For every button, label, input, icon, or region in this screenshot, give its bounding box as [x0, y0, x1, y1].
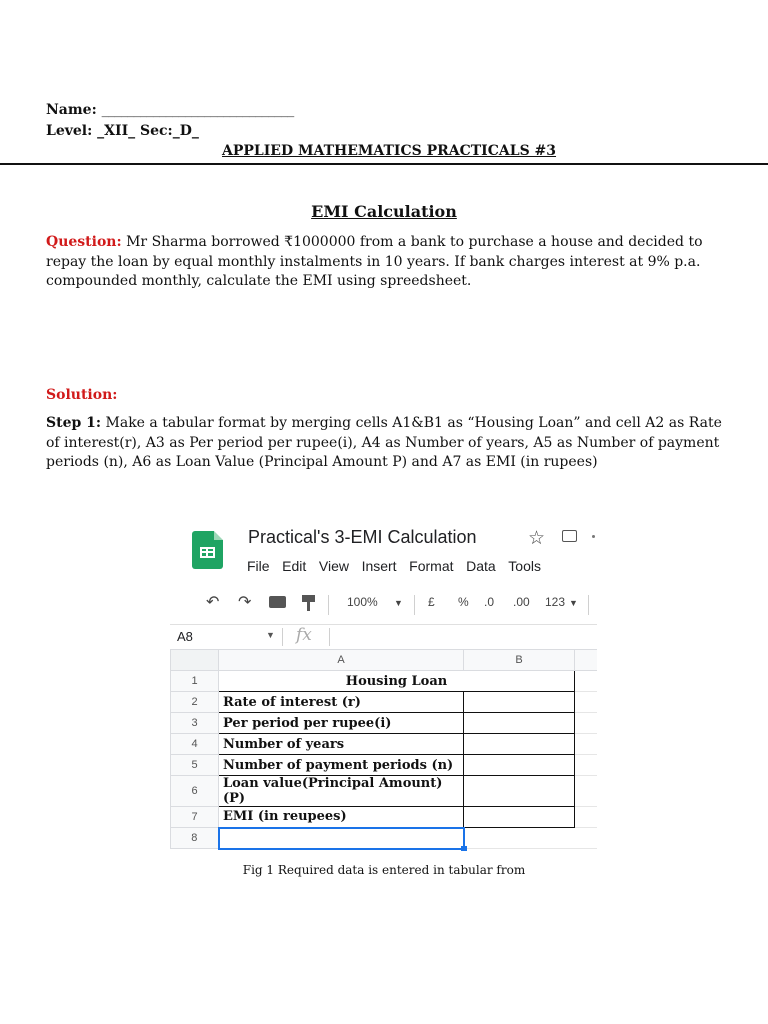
cell-b5[interactable] [464, 755, 575, 776]
solution-label: Solution: [46, 387, 118, 403]
menu-tools[interactable]: Tools [508, 558, 541, 574]
sheets-logo-icon [192, 531, 223, 569]
percent-format-button[interactable]: % [458, 595, 469, 609]
name-label: Name: [46, 102, 97, 118]
step-label: Step 1: [46, 415, 102, 431]
selected-cell-a8[interactable] [219, 828, 464, 849]
formula-divider [329, 628, 330, 646]
cell[interactable] [575, 828, 597, 849]
print-icon[interactable] [269, 596, 286, 608]
decrease-decimal-button[interactable]: .0 [484, 595, 495, 609]
zoom-chevron-down-icon[interactable]: ▼ [394, 598, 403, 608]
formula-bar [170, 624, 597, 651]
cell-b7[interactable] [464, 807, 575, 828]
menu-data[interactable]: Data [466, 558, 496, 574]
document-title[interactable]: Practical's 3-EMI Calculation [248, 527, 477, 547]
cell-a2[interactable]: Rate of interest (r) [219, 692, 464, 713]
row-header[interactable]: 1 [171, 671, 219, 692]
fill-handle[interactable] [461, 846, 467, 852]
menu-bar [247, 558, 554, 574]
level-section: Level: _XII_ Sec:_D_ [46, 123, 199, 139]
practical-title: APPLIED MATHEMATICS PRACTICALS #3 [222, 143, 557, 159]
cell[interactable] [575, 734, 597, 755]
step-text: Make a tabular format by merging cells A1&B1 as “Housing Loan” and cell A2 as Rate of interest(r), A3 as Per period per rupee(i), A4 as Number of years, A5 as Number of payment periods (n), A6 as Loan Value (Principal Amount P) and A7 as EMI (in rupees) [46, 415, 722, 470]
menu-insert[interactable]: Insert [361, 558, 397, 574]
cell[interactable] [575, 713, 597, 734]
name-box-chevron-down-icon[interactable]: ▼ [266, 630, 275, 640]
paint-format-handle-icon [307, 602, 310, 611]
question-text: Mr Sharma borrowed ₹1000000 from a bank to purchase a house and decided to repay the loan by equal monthly instalments in 10 years. If bank charges interest at 9% p.a. compounded monthly, calculate the EMI using spreedsheet. [46, 234, 703, 289]
row-header[interactable]: 5 [171, 755, 219, 776]
redo-icon[interactable]: ↷ [238, 594, 252, 611]
question-paragraph [46, 233, 726, 292]
select-all-corner[interactable] [171, 650, 219, 671]
cell-a6[interactable]: Loan value(Principal Amount) (P) [219, 776, 464, 807]
spreadsheet-screenshot [170, 515, 597, 851]
toolbar [170, 589, 597, 619]
toolbar-divider [588, 595, 589, 615]
increase-decimal-button[interactable]: .00 [513, 595, 530, 609]
toolbar-divider [328, 595, 329, 615]
column-header-c[interactable] [575, 650, 597, 671]
row-header[interactable]: 7 [171, 807, 219, 828]
status-dot-icon [592, 535, 595, 538]
header-divider [0, 163, 768, 165]
cell[interactable] [575, 755, 597, 776]
name-blank: ______________________________ [101, 102, 294, 118]
currency-format-button[interactable]: £ [428, 595, 435, 609]
column-header-a[interactable]: A [219, 650, 464, 671]
row-header[interactable]: 3 [171, 713, 219, 734]
cell-a7[interactable]: EMI (in reupees) [219, 807, 464, 828]
toolbar-divider [414, 595, 415, 615]
name-box[interactable]: A8 [177, 629, 193, 644]
cell[interactable] [575, 776, 597, 807]
row-header[interactable]: 6 [171, 776, 219, 807]
merged-header-cell[interactable]: Housing Loan [219, 671, 575, 692]
cell[interactable] [464, 828, 575, 849]
row-header[interactable]: 2 [171, 692, 219, 713]
menu-format[interactable]: Format [409, 558, 454, 574]
cell[interactable] [575, 692, 597, 713]
cell-b6[interactable] [464, 776, 575, 807]
cell-a3[interactable]: Per period per rupee(i) [219, 713, 464, 734]
fx-icon: fx [296, 625, 312, 645]
menu-edit[interactable]: Edit [282, 558, 307, 574]
undo-icon[interactable]: ↶ [206, 594, 220, 611]
row-header[interactable]: 8 [171, 828, 219, 849]
menu-file[interactable]: File [247, 558, 270, 574]
column-header-b[interactable]: B [464, 650, 575, 671]
cell-b3[interactable] [464, 713, 575, 734]
formula-divider [282, 628, 283, 646]
question-label: Question: [46, 234, 122, 250]
zoom-select[interactable]: 100% [347, 595, 378, 609]
figure-caption: Fig 1 Required data is entered in tabular from [242, 863, 526, 877]
menu-view[interactable]: View [318, 558, 349, 574]
row-header[interactable]: 4 [171, 734, 219, 755]
name-line [46, 102, 294, 118]
step-1-paragraph [46, 414, 726, 473]
cell-b4[interactable] [464, 734, 575, 755]
more-formats-button[interactable]: 123 [545, 595, 566, 609]
star-icon[interactable]: ☆ [528, 528, 546, 549]
cell-b2[interactable] [464, 692, 575, 713]
more-formats-chevron-down-icon[interactable]: ▼ [569, 598, 578, 608]
cell[interactable] [575, 807, 597, 828]
cell[interactable] [575, 671, 597, 692]
cell-a5[interactable]: Number of payment periods (n) [219, 755, 464, 776]
move-folder-icon[interactable] [562, 530, 577, 542]
cell-a4[interactable]: Number of years [219, 734, 464, 755]
paint-format-icon[interactable] [302, 595, 315, 602]
section-title: EMI Calculation [311, 202, 457, 221]
